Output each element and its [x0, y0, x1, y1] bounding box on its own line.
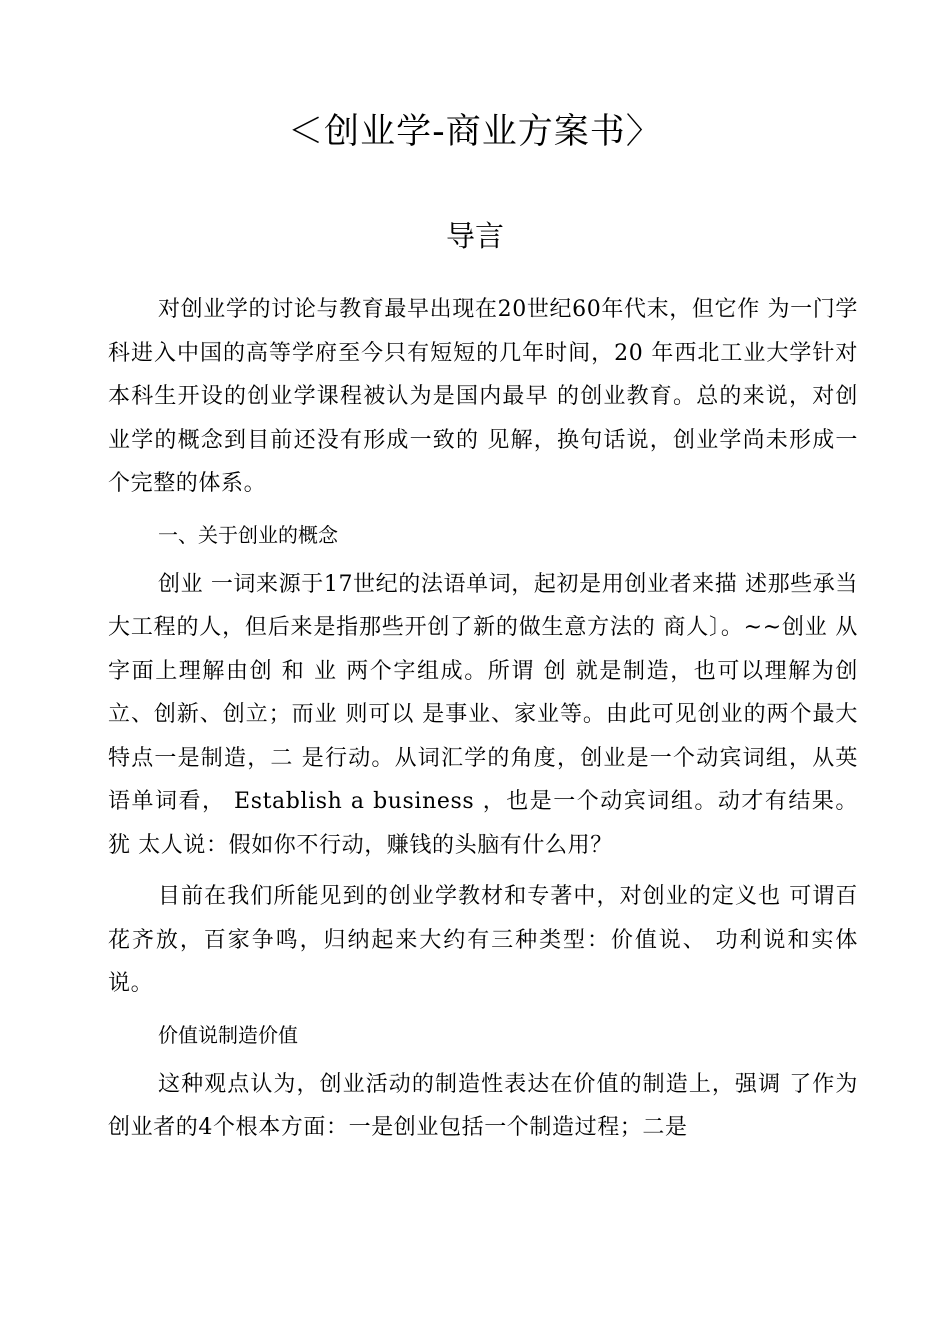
subheading-entrepreneurship-concept: 一、关于创业的概念 [158, 522, 338, 547]
subheading-value-theory: 价值说制造价值 [158, 1022, 298, 1047]
paragraph-intro: 对创业学的讨论与教育最早出现在20世纪60年代末，但它作 为一门学科进入中国的高等学府至今只有短短的几年时间，20 年西北工业大学针对本科生开设的创业学课程被认为是国内最早 的创业教育。总的来说，对创业学的概念到目前还没有形成一致的 见解，换句话说，创业学尚未形成一个完整的体系。 [108, 297, 858, 496]
document-title: ＜创业学-商业方案书〉 [288, 112, 662, 152]
paragraph-definitions: 目前在我们所能见到的创业学教材和专著中，对创业的定义也 可谓百花齐放，百家争鸣，归纳起来大约有三种类型：价值说、 功利说和实体说。 [108, 884, 858, 996]
paragraph-word-origin: 创业 一词来源于17世纪的法语单词，起初是用创业者来描 述那些承当大工程的人，但后来是指那些开创了新的做生意方法的 商人〕。~~创业 从字面上理解由创 和 业 两个字组成。所谓 创 就是制造，也可以理解为创立、创新、创立；而业 则可以 是事业、家业等。由此可见创业的两个最大特点一是制造，二 是行动。从词汇学的角度，创业是一个动宾词组，从英语单词看， Establish a business ，也是一个动宾词组。动才有结果。犹 太人说：假如你不行动，赚钱的头脑有什么用？ [108, 571, 858, 858]
section-heading-introduction: 导言 [445, 219, 504, 253]
document-body [108, 288, 858, 1158]
paragraph-value-theory: 这种观点认为，创业活动的制造性表达在价值的制造上，强调 了作为创业者的4个根本方面：一是创业包括一个制造过程；二是 [108, 1071, 858, 1140]
